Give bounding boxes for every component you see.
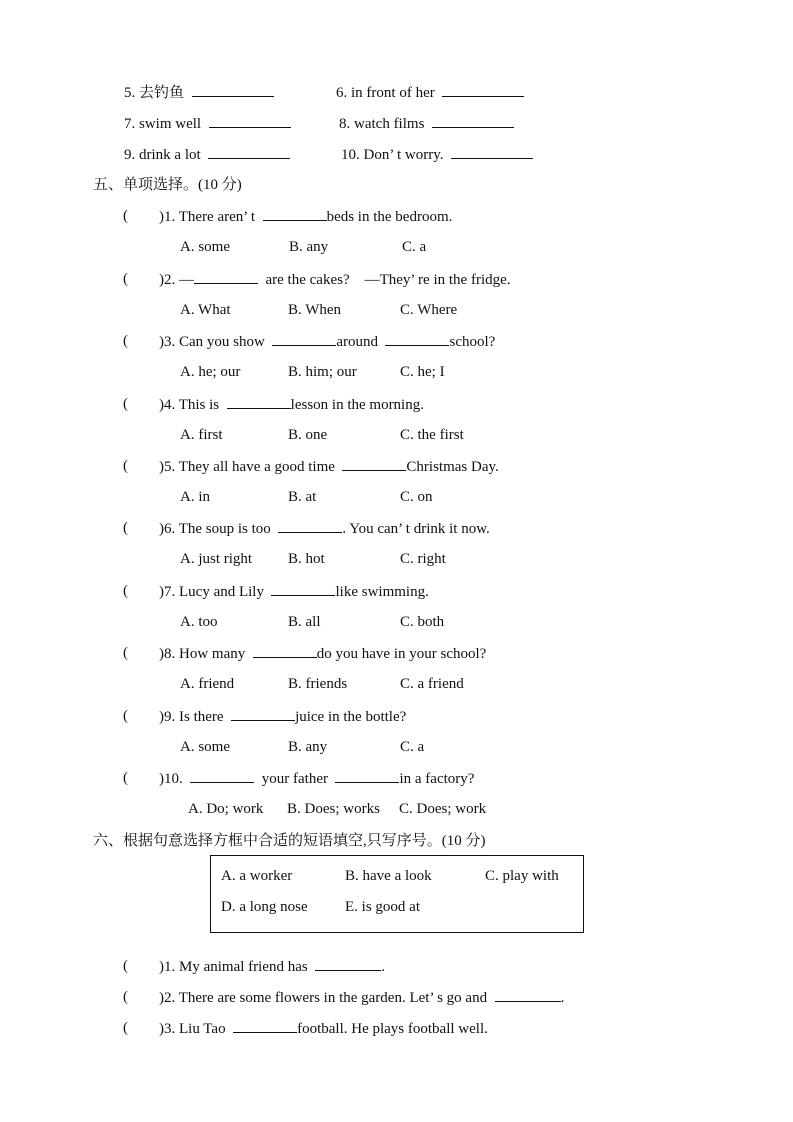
q5-8-paren: ( <box>123 645 128 661</box>
stem-text: are the cakes? —They’ re in the fridge. <box>265 272 511 288</box>
answer-blank[interactable] <box>233 1019 297 1033</box>
answer-blank[interactable] <box>209 114 291 128</box>
q5-4-paren: ( <box>123 396 128 412</box>
stem-text: beds in the bedroom. <box>326 209 453 225</box>
item-number: 7. <box>124 116 136 132</box>
q5-5-paren: ( <box>123 458 128 474</box>
item-text: 去钓鱼 <box>139 85 185 101</box>
answer-blank[interactable] <box>385 332 449 346</box>
phrase-box-item-e: E. is good at <box>345 899 420 915</box>
q6-2-paren: ( <box>123 989 128 1005</box>
q6-3-paren: ( <box>123 1020 128 1036</box>
q5-5-stem <box>159 457 499 476</box>
q5-5-option-a: A. in <box>180 489 210 505</box>
stem-text: Christmas Day. <box>406 459 499 475</box>
q5-8-option-a: A. friend <box>180 676 235 692</box>
part4-item-8 <box>339 114 514 133</box>
phrase-box-item-b: B. have a look <box>345 868 432 884</box>
answer-blank[interactable] <box>253 644 317 658</box>
q5-4-option-a: A. first <box>180 427 223 443</box>
phrase-box-item-c: C. play with <box>485 868 559 884</box>
item-number: 6. <box>336 85 348 101</box>
answer-blank[interactable] <box>271 582 335 596</box>
stem-text: in a factory? <box>399 771 475 787</box>
section-heading-5: 五、单项选择。(10 分) <box>93 177 242 193</box>
item-text: drink a lot <box>139 147 201 163</box>
q6-1-stem <box>159 957 385 976</box>
stem-text: lesson in the morning. <box>290 397 424 413</box>
q5-9-paren: ( <box>123 708 128 724</box>
answer-blank[interactable] <box>190 769 254 783</box>
q5-7-stem <box>159 582 429 601</box>
item-number: 8. <box>339 116 351 132</box>
answer-blank[interactable] <box>495 988 561 1002</box>
q5-8-option-b: B. friends <box>288 676 348 692</box>
stem-text: )6. The soup is too <box>159 521 271 537</box>
stem-text: around <box>336 334 378 350</box>
q5-7-paren: ( <box>123 583 128 599</box>
item-number: 10. <box>341 147 360 163</box>
stem-text: your father <box>261 771 328 787</box>
stem-text: )2. There are some flowers in the garden. Let’ s go and <box>159 990 488 1006</box>
stem-text: do you have in your school? <box>316 646 487 662</box>
q5-2-option-b: B. When <box>288 302 342 318</box>
q6-2-stem <box>159 988 564 1007</box>
answer-blank[interactable] <box>335 769 399 783</box>
q5-10-stem <box>159 769 474 788</box>
item-number: 5. <box>124 85 136 101</box>
q5-7-option-a: A. too <box>180 614 218 630</box>
stem-text: school? <box>449 334 496 350</box>
q5-1-option-a: A. some <box>180 239 230 255</box>
q5-2-paren: ( <box>123 271 128 287</box>
item-number: 9. <box>124 147 136 163</box>
q5-3-option-b: B. him; our <box>288 364 357 380</box>
answer-blank[interactable] <box>192 83 274 97</box>
q5-2-option-c: C. Where <box>400 302 458 318</box>
item-text: Don’ t worry. <box>363 147 444 163</box>
phrase-box-item-a: A. a worker <box>221 868 293 884</box>
q5-6-stem <box>159 519 490 538</box>
stem-text: )3. Can you show <box>159 334 265 350</box>
q5-4-option-c: C. the first <box>400 427 464 443</box>
answer-blank[interactable] <box>342 457 406 471</box>
q5-6-option-b: B. hot <box>288 551 325 567</box>
q5-10-option-b: B. Does; works <box>287 801 380 817</box>
q5-4-option-b: B. one <box>288 427 328 443</box>
q5-7-option-c: C. both <box>400 614 445 630</box>
part4-item-7 <box>124 114 291 133</box>
q5-7-option-b: B. all <box>288 614 321 630</box>
stem-text: )8. How many <box>159 646 246 662</box>
q5-1-option-c: C. a <box>402 239 427 255</box>
q5-6-option-a: A. just right <box>180 551 253 567</box>
stem-text: )10. <box>159 771 183 787</box>
q5-3-option-c: C. he; I <box>400 364 445 380</box>
answer-blank[interactable] <box>208 145 290 159</box>
stem-text: )7. Lucy and Lily <box>159 584 264 600</box>
q5-3-stem <box>159 332 495 351</box>
answer-blank[interactable] <box>194 270 258 284</box>
q5-2-stem <box>159 270 511 289</box>
answer-blank[interactable] <box>442 83 524 97</box>
q5-2-option-a: A. What <box>180 302 231 318</box>
stem-text: juice in the bottle? <box>295 709 407 725</box>
stem-text: )2. — <box>159 272 194 288</box>
answer-blank[interactable] <box>315 957 381 971</box>
item-text: watch films <box>354 116 425 132</box>
q5-5-option-b: B. at <box>288 489 317 505</box>
stem-text: . <box>560 990 565 1006</box>
q5-9-option-b: B. any <box>288 739 328 755</box>
part4-item-6 <box>336 83 524 102</box>
q5-8-option-c: C. a friend <box>400 676 464 692</box>
q6-3-stem <box>159 1019 488 1038</box>
q5-10-paren: ( <box>123 770 128 786</box>
stem-text: . You can’ t drink it now. <box>342 521 490 537</box>
q5-3-option-a: A. he; our <box>180 364 241 380</box>
stem-text: . <box>381 959 385 975</box>
q5-9-option-a: A. some <box>180 739 230 755</box>
part4-item-10 <box>341 145 533 164</box>
item-text: swim well <box>139 116 202 132</box>
stem-text: )1. My animal friend has <box>159 959 308 975</box>
section-heading-6: 六、根据句意选择方框中合适的短语填空,只写序号。(10 分) <box>93 833 486 849</box>
answer-blank[interactable] <box>432 114 514 128</box>
answer-blank[interactable] <box>227 395 291 409</box>
answer-blank[interactable] <box>231 707 295 721</box>
q5-8-stem <box>159 644 486 663</box>
stem-text: )9. Is there <box>159 709 224 725</box>
item-text: in front of her <box>351 85 435 101</box>
q5-6-paren: ( <box>123 520 128 536</box>
q5-1-option-b: B. any <box>289 239 329 255</box>
part4-item-9 <box>124 145 290 164</box>
q5-1-stem <box>159 207 452 226</box>
q5-10-option-c: C. Does; work <box>399 801 487 817</box>
q5-3-paren: ( <box>123 333 128 349</box>
answer-blank[interactable] <box>278 519 342 533</box>
q5-1-paren: ( <box>123 208 128 224</box>
q5-6-option-c: C. right <box>400 551 446 567</box>
q5-4-stem <box>159 395 424 414</box>
stem-text: )3. Liu Tao <box>159 1021 226 1037</box>
q6-1-paren: ( <box>123 958 128 974</box>
stem-text: football. He plays football well. <box>297 1021 488 1037</box>
q5-5-option-c: C. on <box>400 489 433 505</box>
stem-text: )5. They all have a good time <box>159 459 335 475</box>
q5-9-stem <box>159 707 406 726</box>
phrase-box-item-d: D. a long nose <box>221 899 308 915</box>
part4-item-5 <box>124 83 274 102</box>
answer-blank[interactable] <box>451 145 533 159</box>
q5-10-option-a: A. Do; work <box>188 801 264 817</box>
q5-9-option-c: C. a <box>400 739 425 755</box>
answer-blank[interactable] <box>272 332 336 346</box>
stem-text: )1. There aren’ t <box>159 209 256 225</box>
answer-blank[interactable] <box>263 207 327 221</box>
stem-text: like swimming. <box>335 584 429 600</box>
stem-text: )4. This is <box>159 397 220 413</box>
